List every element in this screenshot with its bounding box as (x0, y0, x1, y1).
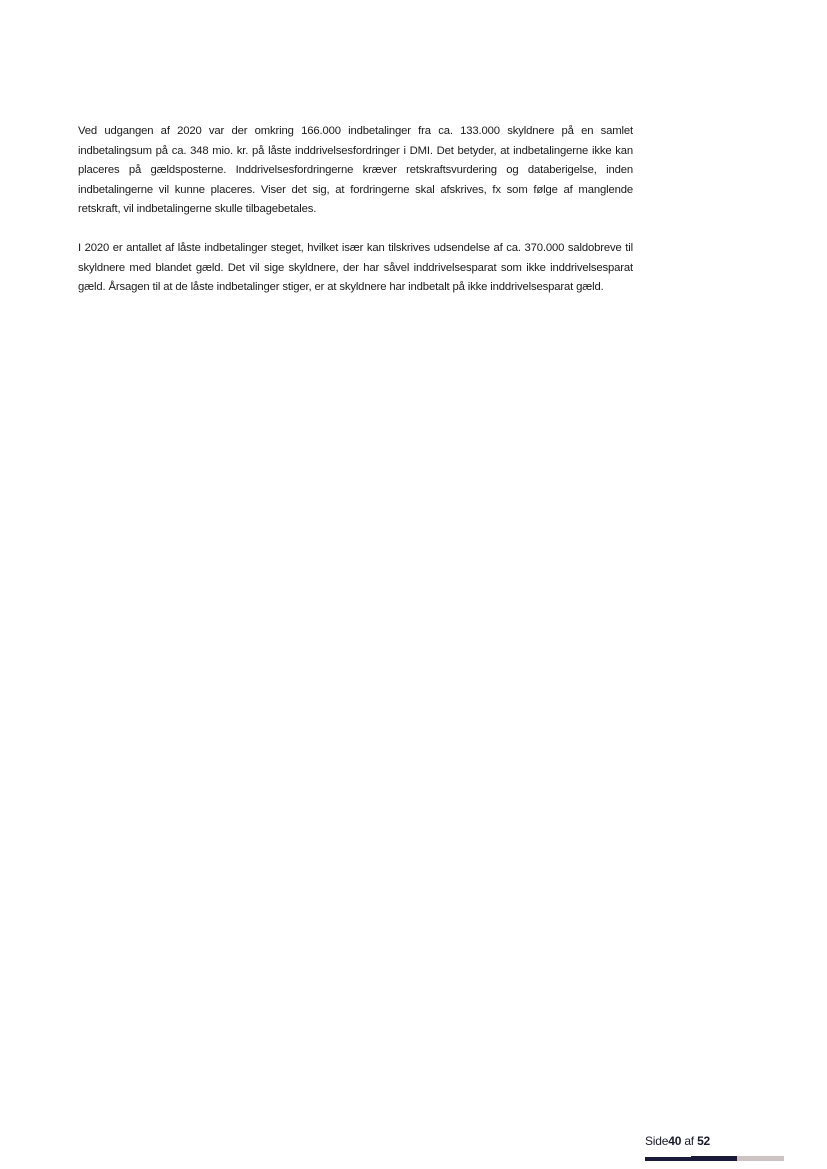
side-label: Side (645, 1134, 669, 1148)
page-number (645, 1133, 710, 1149)
footer-bar-segment-3 (737, 1156, 784, 1161)
current-page-number: 40 (668, 1134, 682, 1148)
paragraph-2: I 2020 er antallet af låste indbetalinger steget, hvilket især kan tilskrives udsendelse af ca. 370.000 saldobreve til skyldnere med blandet gæld. Det vil sige skyldnere, der har såvel inddrivelsesparat som ikke inddrivelsesparat gæld. Årsagen til at de låste indbetalinger stiger, er at skyldnere har indbetalt på ikke inddrivelsesparat gæld. (78, 241, 633, 294)
total-pages-number: 52 (697, 1134, 711, 1148)
paragraph-1: Ved udgangen af 2020 var der omkring 166.000 indbetalinger fra ca. 133.000 skyldnere på en samlet indbetalingsum på ca. 348 mio. kr. på låste inddrivelsesfordringer i DMI. Det betyder, at indbetalingerne ikke kan placeres på gældsposterne. Inddrivelsesfordringerne kræver retskraftsvurdering og databerigelse, inden indbetalingerne vil kunne placeres. Viser det sig, at fordringerne skal afskrives, fx som følge af manglende retskraft, vil indbetalingerne skulle tilbagebetales. (78, 125, 633, 216)
of-label: af (684, 1134, 694, 1148)
footer-bar-segment-2 (691, 1156, 737, 1161)
footer-bar-segment-1 (645, 1157, 691, 1161)
document-body (78, 122, 633, 317)
